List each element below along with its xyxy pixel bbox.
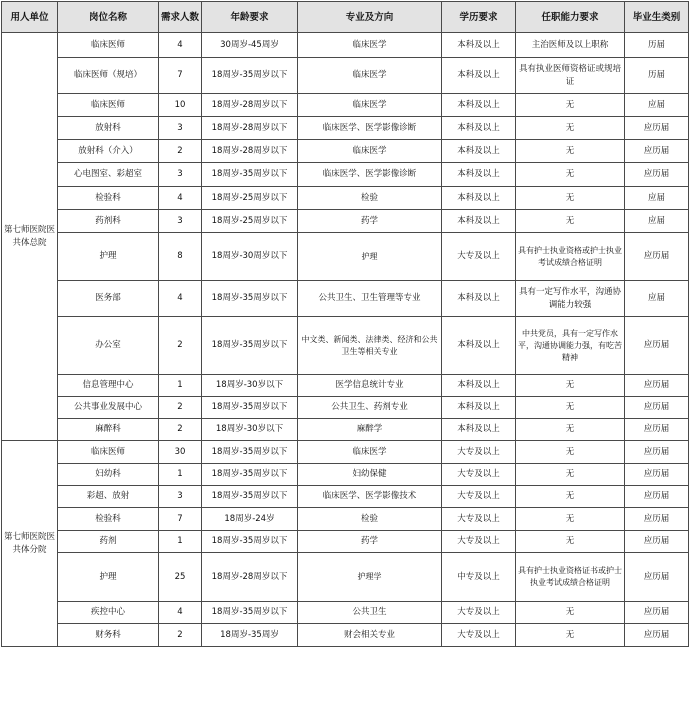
header-cell: 专业及方向 — [298, 2, 442, 33]
table-cell: 本科及以上 — [442, 210, 516, 233]
table-cell: 无 — [516, 508, 625, 531]
table-cell: 应历届 — [625, 317, 689, 375]
table-cell: 麻醉学 — [298, 419, 442, 441]
table-cell: 药剂 — [58, 531, 159, 553]
table-cell: 临床医学 — [298, 94, 442, 117]
table-cell: 18周岁-35周岁以下 — [202, 163, 298, 187]
table-cell: 本科及以上 — [442, 317, 516, 375]
table-cell: 18周岁-35周岁以下 — [202, 281, 298, 317]
table-cell: 历届 — [625, 33, 689, 58]
table-cell: 本科及以上 — [442, 375, 516, 397]
table-row — [2, 317, 689, 375]
table-cell: 大专及以上 — [442, 441, 516, 464]
table-cell: 护理 — [58, 233, 159, 281]
table-cell: 18周岁-28周岁以下 — [202, 94, 298, 117]
table-cell: 应历届 — [625, 117, 689, 140]
table-cell: 18周岁-35周岁以下 — [202, 531, 298, 553]
table-cell: 应历届 — [625, 140, 689, 163]
table-cell: 具有护士执业资格或护士执业考试成绩合格证明 — [516, 233, 625, 281]
table-cell: 大专及以上 — [442, 233, 516, 281]
table-row — [2, 281, 689, 317]
table-cell: 大专及以上 — [442, 531, 516, 553]
table-cell: 18周岁-35周岁以下 — [202, 397, 298, 419]
table-cell: 无 — [516, 397, 625, 419]
table-cell: 应届 — [625, 94, 689, 117]
table-cell: 18周岁-30岁以下 — [202, 375, 298, 397]
table-cell: 18周岁-35周岁以下 — [202, 486, 298, 508]
table-cell: 中共党员，具有一定写作水平，沟通协调能力强，有吃苦精神 — [516, 317, 625, 375]
table-row — [2, 508, 689, 531]
table-cell: 18周岁-35周岁以下 — [202, 441, 298, 464]
table-cell: 18周岁-28周岁以下 — [202, 140, 298, 163]
table-cell: 1 — [159, 464, 202, 486]
table-cell: 检验 — [298, 508, 442, 531]
table-cell: 检验科 — [58, 508, 159, 531]
table-cell: 1 — [159, 531, 202, 553]
table-cell: 2 — [159, 419, 202, 441]
table-cell: 7 — [159, 58, 202, 94]
table-row — [2, 419, 689, 441]
table-cell: 临床医学 — [298, 58, 442, 94]
table-cell: 25 — [159, 553, 202, 602]
table-cell: 应历届 — [625, 464, 689, 486]
table-row — [2, 624, 689, 647]
table-cell: 无 — [516, 441, 625, 464]
table-cell: 医务部 — [58, 281, 159, 317]
header-cell: 用人单位 — [2, 2, 58, 33]
table-cell: 本科及以上 — [442, 187, 516, 210]
table-cell: 3 — [159, 486, 202, 508]
table-cell: 无 — [516, 602, 625, 624]
table-cell: 大专及以上 — [442, 486, 516, 508]
table-cell: 临床医学、医学影像技术 — [298, 486, 442, 508]
table-cell: 护理学 — [298, 553, 442, 602]
table-cell: 临床医师 — [58, 33, 159, 58]
table-cell: 历届 — [625, 58, 689, 94]
table-cell: 公共卫生、药剂专业 — [298, 397, 442, 419]
table-cell: 30周岁-45周岁 — [202, 33, 298, 58]
table-cell: 应历届 — [625, 233, 689, 281]
table-cell: 4 — [159, 33, 202, 58]
table-body — [2, 33, 689, 647]
table-cell: 疾控中心 — [58, 602, 159, 624]
table-cell: 本科及以上 — [442, 163, 516, 187]
table-cell: 本科及以上 — [442, 281, 516, 317]
table-cell: 彩超、放射 — [58, 486, 159, 508]
table-cell: 无 — [516, 187, 625, 210]
table-row — [2, 486, 689, 508]
table-cell: 无 — [516, 486, 625, 508]
table-row — [2, 187, 689, 210]
table-cell: 应历届 — [625, 602, 689, 624]
table-row — [2, 602, 689, 624]
table-row — [2, 94, 689, 117]
table-cell: 应历届 — [625, 375, 689, 397]
table-cell: 10 — [159, 94, 202, 117]
recruitment-table — [1, 1, 689, 647]
table-cell: 应历届 — [625, 441, 689, 464]
header-row — [2, 2, 689, 33]
table-cell: 无 — [516, 94, 625, 117]
table-cell: 护理 — [58, 553, 159, 602]
table-cell: 中专及以上 — [442, 553, 516, 602]
table-row — [2, 531, 689, 553]
table-cell: 本科及以上 — [442, 58, 516, 94]
table-cell: 主治医师及以上职称 — [516, 33, 625, 58]
table-cell: 18周岁-25周岁以下 — [202, 210, 298, 233]
table-cell: 大专及以上 — [442, 464, 516, 486]
table-cell: 18周岁-28周岁以下 — [202, 553, 298, 602]
table-cell: 妇幼科 — [58, 464, 159, 486]
table-cell: 应历届 — [625, 531, 689, 553]
table-cell: 应届 — [625, 210, 689, 233]
table-cell: 18周岁-35周岁以下 — [202, 602, 298, 624]
table-cell: 18周岁-35周岁以下 — [202, 317, 298, 375]
table-cell: 公共卫生、卫生管理等专业 — [298, 281, 442, 317]
table-row — [2, 233, 689, 281]
table-cell: 麻醉科 — [58, 419, 159, 441]
table-cell: 18周岁-35周岁 — [202, 624, 298, 647]
table-cell: 财会相关专业 — [298, 624, 442, 647]
table-cell: 1 — [159, 375, 202, 397]
table-cell: 应历届 — [625, 419, 689, 441]
table-cell: 心电图室、彩超室 — [58, 163, 159, 187]
table-cell: 放射科（介入） — [58, 140, 159, 163]
table-cell: 检验科 — [58, 187, 159, 210]
table-cell: 无 — [516, 163, 625, 187]
table-cell: 18周岁-30岁以下 — [202, 419, 298, 441]
table-cell: 办公室 — [58, 317, 159, 375]
table-cell: 大专及以上 — [442, 508, 516, 531]
table-cell: 无 — [516, 464, 625, 486]
table-cell: 应历届 — [625, 508, 689, 531]
table-row — [2, 375, 689, 397]
table-cell: 应历届 — [625, 553, 689, 602]
table-cell: 应历届 — [625, 624, 689, 647]
table-cell: 18周岁-35周岁以下 — [202, 58, 298, 94]
table-row — [2, 140, 689, 163]
table-cell: 具有护士执业资格证书或护士执业考试成绩合格证明 — [516, 553, 625, 602]
table-cell: 药剂科 — [58, 210, 159, 233]
table-cell: 本科及以上 — [442, 94, 516, 117]
table-cell: 医学信息统计专业 — [298, 375, 442, 397]
table-cell: 检验 — [298, 187, 442, 210]
table-cell: 4 — [159, 281, 202, 317]
table-cell: 应历届 — [625, 397, 689, 419]
table-row — [2, 464, 689, 486]
table-cell: 财务科 — [58, 624, 159, 647]
table-cell: 无 — [516, 375, 625, 397]
table-cell: 30 — [159, 441, 202, 464]
table-cell: 2 — [159, 624, 202, 647]
header-cell: 任职能力要求 — [516, 2, 625, 33]
table-cell: 具有执业医师资格证或规培证 — [516, 58, 625, 94]
unit-cell: 第七师医院医共体总院 — [2, 33, 58, 441]
table-cell: 本科及以上 — [442, 140, 516, 163]
table-cell: 临床医师（规培） — [58, 58, 159, 94]
table-cell: 本科及以上 — [442, 33, 516, 58]
table-cell: 信息管理中心 — [58, 375, 159, 397]
table-cell: 7 — [159, 508, 202, 531]
header-cell: 学历要求 — [442, 2, 516, 33]
table-row — [2, 33, 689, 58]
table-cell: 本科及以上 — [442, 117, 516, 140]
unit-cell: 第七师医院医共体分院 — [2, 441, 58, 647]
table-cell: 公共卫生 — [298, 602, 442, 624]
table-cell: 具有一定写作水平，沟通协调能力较强 — [516, 281, 625, 317]
table-cell: 4 — [159, 602, 202, 624]
header-cell: 需求人数 — [159, 2, 202, 33]
table-cell: 无 — [516, 531, 625, 553]
table-cell: 18周岁-28周岁以下 — [202, 117, 298, 140]
table-cell: 放射科 — [58, 117, 159, 140]
table-cell: 无 — [516, 210, 625, 233]
table-cell: 18周岁-30周岁以下 — [202, 233, 298, 281]
table-cell: 公共事业发展中心 — [58, 397, 159, 419]
table-row — [2, 397, 689, 419]
table-cell: 大专及以上 — [442, 602, 516, 624]
table-row — [2, 553, 689, 602]
table-cell: 妇幼保健 — [298, 464, 442, 486]
table-cell: 临床医师 — [58, 94, 159, 117]
table-cell: 无 — [516, 419, 625, 441]
header-cell: 岗位名称 — [58, 2, 159, 33]
table-cell: 无 — [516, 624, 625, 647]
table-cell: 2 — [159, 397, 202, 419]
table-cell: 8 — [159, 233, 202, 281]
table-cell: 临床医学、医学影像诊断 — [298, 117, 442, 140]
table-cell: 中文类、新闻类、法律类、经济和公共卫生等相关专业 — [298, 317, 442, 375]
table-cell: 临床医学 — [298, 441, 442, 464]
table-row — [2, 58, 689, 94]
table-cell: 本科及以上 — [442, 397, 516, 419]
table-cell: 无 — [516, 140, 625, 163]
table-cell: 应届 — [625, 281, 689, 317]
table-cell: 药学 — [298, 210, 442, 233]
table-cell: 3 — [159, 117, 202, 140]
header-cell: 毕业生类别 — [625, 2, 689, 33]
table-cell: 2 — [159, 140, 202, 163]
table-cell: 大专及以上 — [442, 624, 516, 647]
table-cell: 临床医学、医学影像诊断 — [298, 163, 442, 187]
table-cell: 应历届 — [625, 163, 689, 187]
table-cell: 3 — [159, 210, 202, 233]
table-row — [2, 441, 689, 464]
table-cell: 3 — [159, 163, 202, 187]
table-cell: 2 — [159, 317, 202, 375]
table-cell: 无 — [516, 117, 625, 140]
table-row — [2, 210, 689, 233]
table-cell: 临床医学 — [298, 140, 442, 163]
table-cell: 临床医学 — [298, 33, 442, 58]
table-cell: 本科及以上 — [442, 419, 516, 441]
table-cell: 药学 — [298, 531, 442, 553]
table-cell: 应历届 — [625, 486, 689, 508]
table-row — [2, 163, 689, 187]
table-cell: 4 — [159, 187, 202, 210]
table-cell: 护理 — [298, 233, 442, 281]
table-cell: 18周岁-25周岁以下 — [202, 187, 298, 210]
table-cell: 18周岁-24岁 — [202, 508, 298, 531]
table-cell: 18周岁-35周岁以下 — [202, 464, 298, 486]
table-row — [2, 117, 689, 140]
table-cell: 应届 — [625, 187, 689, 210]
table-cell: 临床医师 — [58, 441, 159, 464]
header-cell: 年龄要求 — [202, 2, 298, 33]
